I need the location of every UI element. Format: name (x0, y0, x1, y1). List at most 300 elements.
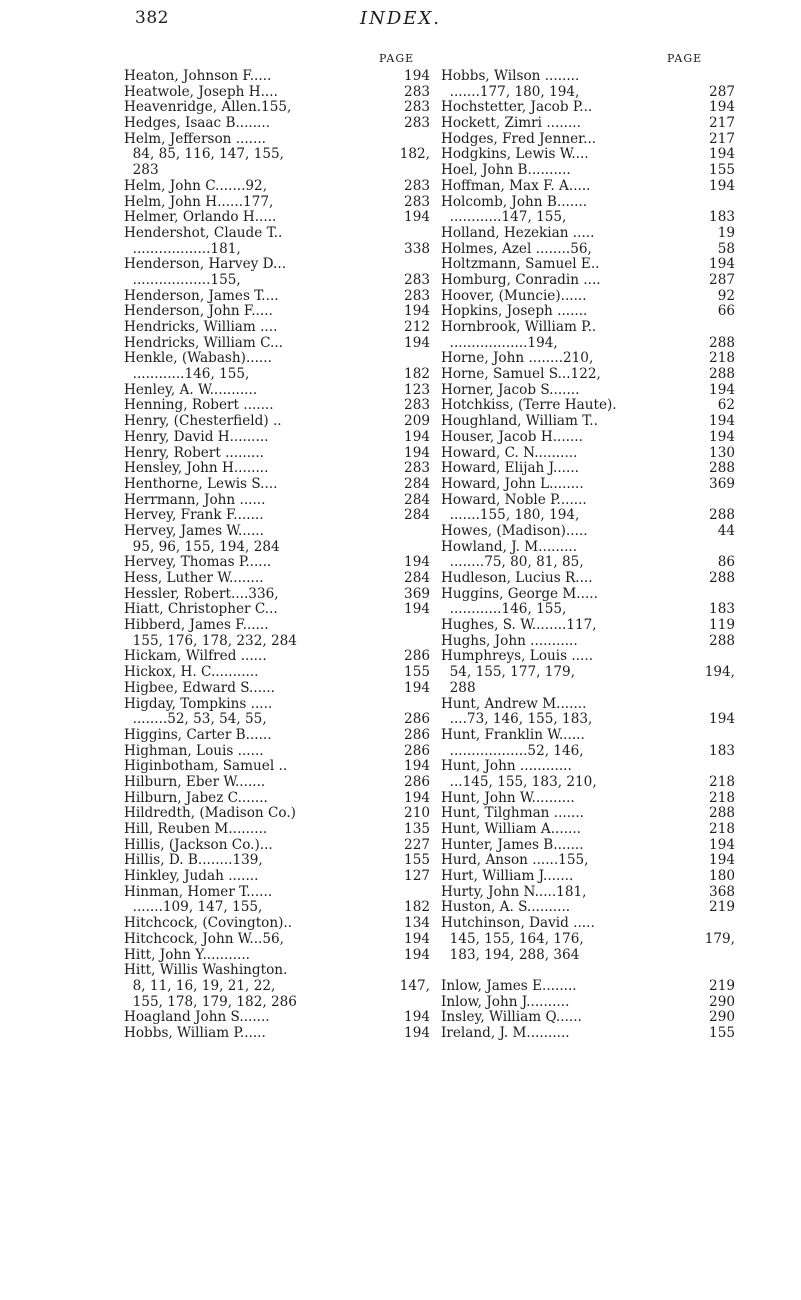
index-entry (441, 791, 735, 807)
entry-page: 283 (404, 460, 430, 477)
entry-text: Hendricks, William C... (124, 335, 283, 351)
index-entry (441, 163, 735, 179)
entry-text: Hodges, Fred Jenner... (441, 131, 597, 147)
index-entry (441, 932, 735, 948)
entry-page: 135 (404, 821, 430, 837)
entry-page: 288 (709, 334, 735, 351)
entry-text: Homburg, Conradin .... (441, 272, 601, 288)
entry-text: Humphreys, Louis ..... (441, 649, 594, 665)
index-entry (124, 697, 430, 713)
index-entry (441, 665, 735, 681)
entry-text: ..................52, 146, (441, 743, 584, 759)
entry-page: 123 (404, 381, 430, 398)
entry-text: Higgins, Carter B...... (124, 727, 272, 743)
index-entry (124, 885, 430, 901)
entry-page: 212 (404, 319, 430, 335)
entry-page: 180 (709, 868, 735, 885)
entry-text: Helmer, Orlando H..... (124, 210, 277, 226)
entry-page: 369 (709, 475, 735, 492)
entry-text: Hedges, Isaac B........ (124, 116, 271, 132)
entry-text: Hotchkiss, (Terre Haute). (441, 398, 617, 414)
entry-text: Helm, Jefferson ....... (124, 131, 266, 147)
index-entry (441, 273, 735, 289)
index-entry (124, 932, 430, 948)
entry-text: Howard, C. N.......... (441, 445, 578, 461)
index-entry (441, 289, 735, 305)
entry-page: 194 (404, 428, 430, 445)
entry-page: 227 (404, 836, 430, 853)
entry-page: 194 (404, 679, 430, 696)
index-entry (124, 665, 430, 681)
entry-page: 134 (404, 915, 430, 932)
page-number: 382 (135, 8, 169, 28)
entry-text: Hillis, D. B........139, (124, 853, 263, 869)
index-entry (124, 257, 430, 273)
entry-text: .......155, 180, 194, (441, 508, 580, 524)
entry-page: 130 (709, 444, 735, 461)
entry-text: Hobbs, William P...... (124, 1025, 266, 1041)
entry-page: 368 (709, 883, 735, 900)
entry-page: 284 (404, 570, 430, 586)
entry-text: Hitchcock, (Covington).. (124, 916, 293, 932)
index-entry (441, 759, 735, 775)
entry-text: Ireland, J. M.......... (441, 1025, 570, 1041)
entry-text: Houser, Jacob H....... (441, 429, 583, 445)
entry-text: Henderson, James T.... (124, 288, 279, 304)
entry-page: 287 (709, 83, 735, 100)
index-entry (441, 430, 735, 446)
running-title: INDEX. (360, 8, 441, 29)
entry-page: 194 (709, 836, 735, 853)
entry-text: Henderson, John F..... (124, 304, 273, 320)
index-entry (124, 85, 430, 101)
entry-page: 183 (709, 742, 735, 759)
index-entry (124, 555, 430, 571)
index-entry (124, 477, 430, 493)
entry-page: 194 (709, 711, 735, 728)
index-entry (441, 587, 735, 603)
entry-page: 119 (709, 617, 735, 634)
entry-page: 286 (404, 742, 430, 759)
entry-text: 155, 178, 179, 182, 286 (124, 994, 297, 1010)
index-entry (441, 524, 735, 540)
entry-text: Hickam, Wilfred ...... (124, 649, 267, 665)
entry-text: Helm, John H......177, (124, 194, 274, 210)
index-entry (124, 304, 430, 320)
entry-page: 218 (709, 350, 735, 367)
index-entry (124, 540, 430, 556)
right-index-column (441, 69, 735, 1042)
entry-text: Horner, Jacob S....... (441, 382, 580, 398)
entry-page: 194 (709, 413, 735, 430)
index-entry (124, 775, 430, 791)
index-entry (124, 226, 430, 242)
entry-page: 218 (709, 773, 735, 790)
entry-text: ...145, 155, 183, 210, (441, 774, 597, 790)
entry-text: Heatwole, Joseph H.... (124, 84, 278, 100)
entry-text: ....73, 146, 155, 183, (441, 712, 593, 728)
entry-text: Hervey, Thomas P...... (124, 555, 272, 571)
index-entry (124, 634, 430, 650)
entry-page: 147, (399, 977, 430, 994)
entry-text: Hinkley, Judah ....... (124, 869, 259, 885)
index-entry (124, 461, 430, 477)
entry-text: Higday, Tompkins ..... (124, 696, 273, 712)
entry-text: Hensley, John H........ (124, 461, 269, 477)
index-entry (124, 759, 430, 775)
index-entry (441, 712, 735, 728)
index-entry (124, 367, 430, 383)
index-entry (124, 147, 430, 163)
entry-text: Higbee, Edward S...... (124, 680, 275, 696)
entry-text: Holtzmann, Samuel E.. (441, 257, 600, 273)
entry-page: 338 (404, 240, 430, 257)
entry-page: 44 (717, 522, 735, 539)
entry-text: Inlow, John J.......... (441, 994, 570, 1010)
index-entry (441, 916, 735, 932)
entry-text: .......109, 147, 155, (124, 900, 263, 916)
entry-text: Hoagland John S....... (124, 1010, 270, 1026)
index-entry (124, 963, 430, 979)
entry-page: 283 (404, 177, 430, 194)
entry-page: 194 (709, 99, 735, 116)
left-index-column (124, 69, 430, 1042)
entry-text: Hendricks, William .... (124, 320, 278, 335)
index-entry (441, 367, 735, 383)
entry-page: 127 (404, 868, 430, 885)
index-entry (124, 822, 430, 838)
entry-page: 218 (709, 821, 735, 837)
index-entry (441, 69, 735, 85)
page-header (0, 8, 801, 38)
entry-text: Hibberd, James F...... (124, 618, 269, 634)
entry-page: 288 (709, 366, 735, 383)
index-entry (124, 100, 430, 116)
entry-text: Henkle, (Wabash)...... (124, 351, 272, 367)
entry-text: Horne, John ........210, (441, 351, 594, 367)
entry-text: Hopkins, Joseph ....... (441, 304, 588, 320)
entry-page: 194 (709, 428, 735, 445)
index-entry (441, 461, 735, 477)
index-entry (441, 885, 735, 901)
entry-text: Insley, William Q...... (441, 1010, 582, 1026)
index-entry (441, 508, 735, 524)
entry-page: 286 (404, 648, 430, 665)
entry-text: Henning, Robert ....... (124, 398, 274, 414)
index-entry (124, 508, 430, 524)
index-entry (124, 179, 430, 195)
entry-page: 369 (404, 585, 430, 602)
entry-text: Howard, Noble P....... (441, 492, 587, 508)
entry-page: 183 (709, 601, 735, 618)
index-entry (441, 320, 735, 336)
entry-text: Hockett, Zimri ........ (441, 116, 581, 132)
index-entry (124, 869, 430, 885)
index-entry (124, 163, 430, 179)
right-column-page-label: PAGE (667, 52, 703, 65)
index-entry (441, 806, 735, 822)
entry-page: 283 (404, 271, 430, 288)
entry-text: Heaton, Johnson F..... (124, 69, 272, 84)
entry-text: Hiatt, Christopher C... (124, 602, 278, 618)
entry-page: 182 (404, 899, 430, 916)
entry-text: Hodgkins, Lewis W.... (441, 147, 589, 163)
entry-page: 288 (709, 507, 735, 524)
entry-text: Huggins, George M..... (441, 586, 598, 602)
index-entry (441, 995, 735, 1011)
index-entry (441, 838, 735, 854)
index-entry (441, 948, 735, 964)
index-entry (441, 555, 735, 571)
index-entry (124, 273, 430, 289)
entry-page: 62 (717, 397, 735, 414)
index-entry (441, 979, 735, 995)
entry-text: Hurd, Anson ......155, (441, 853, 589, 869)
entry-text: ............147, 155, (441, 210, 567, 226)
entry-page: 92 (717, 287, 735, 304)
index-entry (441, 100, 735, 116)
entry-text: Howard, Elijah J...... (441, 461, 579, 477)
entry-text: Henthorne, Lewis S.... (124, 476, 278, 492)
entry-page: 58 (717, 240, 735, 257)
index-entry (441, 681, 735, 697)
index-entry (441, 744, 735, 760)
entry-text: Holmes, Azel ........56, (441, 241, 592, 257)
entry-text: Horne, Samuel S...122, (441, 367, 601, 383)
entry-text: Holcomb, John B....... (441, 194, 588, 210)
index-entry (441, 242, 735, 258)
entry-text: Holland, Hezekian ..... (441, 225, 595, 241)
index-entry (441, 179, 735, 195)
entry-page: 219 (709, 899, 735, 916)
index-entry (441, 147, 735, 163)
index-entry (124, 195, 430, 211)
index-entry (441, 1026, 735, 1042)
index-entry (124, 712, 430, 728)
entry-text: Hughes, S. W........117, (441, 618, 597, 634)
index-entry (441, 540, 735, 556)
entry-text: ........75, 80, 81, 85, (441, 555, 584, 571)
index-entry (441, 257, 735, 273)
index-entry (124, 132, 430, 148)
entry-text: Hunt, Andrew M....... (441, 696, 587, 712)
entry-text: Hitt, Willis Washington. (124, 963, 288, 979)
entry-page: 194 (404, 68, 430, 84)
entry-page: 210 (404, 805, 430, 822)
entry-page: 194 (404, 209, 430, 226)
index-entry (124, 242, 430, 258)
entry-text: Hunt, William A....... (441, 822, 581, 837)
index-entry (441, 226, 735, 242)
entry-text: Hughs, John ........... (441, 633, 578, 649)
entry-text: Hornbrook, William P.. (441, 320, 597, 335)
entry-page: 19 (717, 224, 735, 241)
entry-text: 84, 85, 116, 147, 155, (124, 147, 284, 163)
entry-text: Hobbs, Wilson ........ (441, 69, 580, 84)
index-entry (441, 132, 735, 148)
entry-text: 95, 96, 155, 194, 284 (124, 539, 280, 555)
index-entry (441, 195, 735, 211)
entry-page: 219 (709, 977, 735, 994)
index-entry (124, 838, 430, 854)
entry-text: Hildredth, (Madison Co.) (124, 806, 296, 822)
entry-page: 209 (404, 413, 430, 430)
entry-page: 194 (709, 256, 735, 273)
entry-text: ............146, 155, (441, 602, 567, 618)
index-entry (441, 336, 735, 352)
index-entry (441, 775, 735, 791)
index-entry (441, 728, 735, 744)
entry-text: Hunt, Franklin W...... (441, 727, 585, 743)
index-entry (441, 398, 735, 414)
index-entry (441, 963, 735, 979)
entry-text: Henry, (Chesterfield) .. (124, 414, 282, 430)
entry-page: 179, (704, 930, 735, 947)
index-entry (124, 948, 430, 964)
index-entry (441, 634, 735, 650)
entry-page: 217 (709, 115, 735, 132)
entry-text: ..................194, (441, 335, 558, 351)
index-entry (441, 383, 735, 399)
index-entry (124, 571, 430, 587)
index-entry (441, 351, 735, 367)
entry-text: Inlow, James E........ (441, 978, 577, 994)
index-entry (124, 791, 430, 807)
index-entry (441, 602, 735, 618)
entry-text: Hilburn, Jabez C....... (124, 790, 268, 806)
index-entry (441, 493, 735, 509)
entry-text: 288 (441, 680, 476, 696)
entry-text: Hinman, Homer T...... (124, 884, 273, 900)
index-entry (441, 853, 735, 869)
index-entry (124, 383, 430, 399)
entry-text: Hessler, Robert....336, (124, 586, 279, 602)
entry-text: Herrmann, John ...... (124, 492, 266, 508)
entry-text: Hoover, (Muncie)...... (441, 288, 587, 304)
entry-text: Houghland, William T.. (441, 414, 598, 430)
entry-text: Henry, David H......... (124, 429, 269, 445)
entry-text: Hess, Luther W........ (124, 571, 264, 586)
index-entry (441, 414, 735, 430)
index-entry (124, 210, 430, 226)
index-entry (124, 728, 430, 744)
entry-text: Hutchinson, David ..... (441, 916, 595, 932)
index-entry (441, 571, 735, 587)
entry-text: Hurty, John N.....181, (441, 884, 587, 900)
index-entry (124, 1026, 430, 1042)
index-entry (124, 806, 430, 822)
index-entry (441, 1010, 735, 1026)
entry-page: 287 (709, 271, 735, 288)
entry-page: 284 (404, 507, 430, 524)
entry-page: 194 (404, 1024, 430, 1041)
entry-text: Hickox, H. C........... (124, 665, 259, 681)
index-entry (124, 649, 430, 665)
entry-page: 290 (709, 993, 735, 1010)
entry-page: 182 (404, 366, 430, 383)
entry-text: 283 (124, 163, 159, 179)
entry-page: 194 (404, 1009, 430, 1026)
entry-text: Huston, A. S.......... (441, 900, 571, 916)
index-entry (124, 524, 430, 540)
index-entry (441, 446, 735, 462)
index-entry (124, 69, 430, 85)
index-entry (124, 995, 430, 1011)
entry-text: Hoel, John B.......... (441, 163, 571, 179)
entry-text: Highman, Louis ...... (124, 743, 264, 759)
index-entry (124, 493, 430, 509)
entry-page: 194 (709, 146, 735, 163)
index-entry (124, 618, 430, 634)
index-entry (441, 210, 735, 226)
entry-text: Hochstetter, Jacob P... (441, 100, 593, 116)
index-entry (441, 869, 735, 885)
index-entry (441, 85, 735, 101)
entry-page: 194, (704, 664, 735, 681)
index-entry (441, 900, 735, 916)
entry-text: Henderson, Harvey D... (124, 257, 287, 273)
entry-page: 86 (717, 554, 735, 571)
entry-page: 194 (404, 554, 430, 571)
entry-page: 183 (709, 209, 735, 226)
entry-text: Hoffman, Max F. A..... (441, 178, 591, 194)
entry-page: 155 (709, 1024, 735, 1041)
entry-page: 283 (404, 115, 430, 132)
entry-page: 288 (709, 460, 735, 477)
entry-text: Hunt, John W.......... (441, 790, 575, 806)
entry-page: 194 (404, 946, 430, 963)
entry-page: 288 (709, 805, 735, 822)
index-entry (124, 744, 430, 760)
entry-page: 286 (404, 773, 430, 790)
index-entry (124, 320, 430, 336)
entry-text: Hudleson, Lucius R.... (441, 571, 593, 586)
entry-page: 283 (404, 287, 430, 304)
entry-page: 283 (404, 83, 430, 100)
index-entry (124, 979, 430, 995)
entry-text: ........52, 53, 54, 55, (124, 712, 267, 728)
index-entry (124, 414, 430, 430)
entry-page: 283 (404, 397, 430, 414)
index-entry (124, 853, 430, 869)
entry-text: Hitchcock, John W...56, (124, 931, 284, 947)
entry-text: Hitt, John Y........... (124, 947, 250, 963)
entry-page: 194 (404, 758, 430, 775)
entry-text: ............146, 155, (124, 367, 250, 383)
entry-text: Hervey, Frank F....... (124, 508, 264, 524)
entry-page: 218 (709, 789, 735, 806)
entry-page: 66 (717, 303, 735, 320)
index-entry (441, 822, 735, 838)
entry-page: 194 (404, 303, 430, 320)
entry-page: 286 (404, 711, 430, 728)
entry-text: 155, 176, 178, 232, 284 (124, 633, 297, 649)
entry-text: Hunt, Tilghman ....... (441, 806, 585, 822)
index-entry (441, 697, 735, 713)
entry-page: 194 (404, 930, 430, 947)
entry-page: 194 (709, 381, 735, 398)
index-entry (441, 477, 735, 493)
entry-text: Hunt, John ............ (441, 759, 572, 775)
entry-page: 284 (404, 491, 430, 508)
entry-text: Henley, A. W........... (124, 382, 258, 398)
index-entry (124, 1010, 430, 1026)
entry-page: 182, (399, 146, 430, 163)
entry-page: 194 (709, 177, 735, 194)
entry-page: 217 (709, 130, 735, 147)
entry-text: Higinbotham, Samuel .. (124, 759, 288, 775)
index-entry (124, 398, 430, 414)
